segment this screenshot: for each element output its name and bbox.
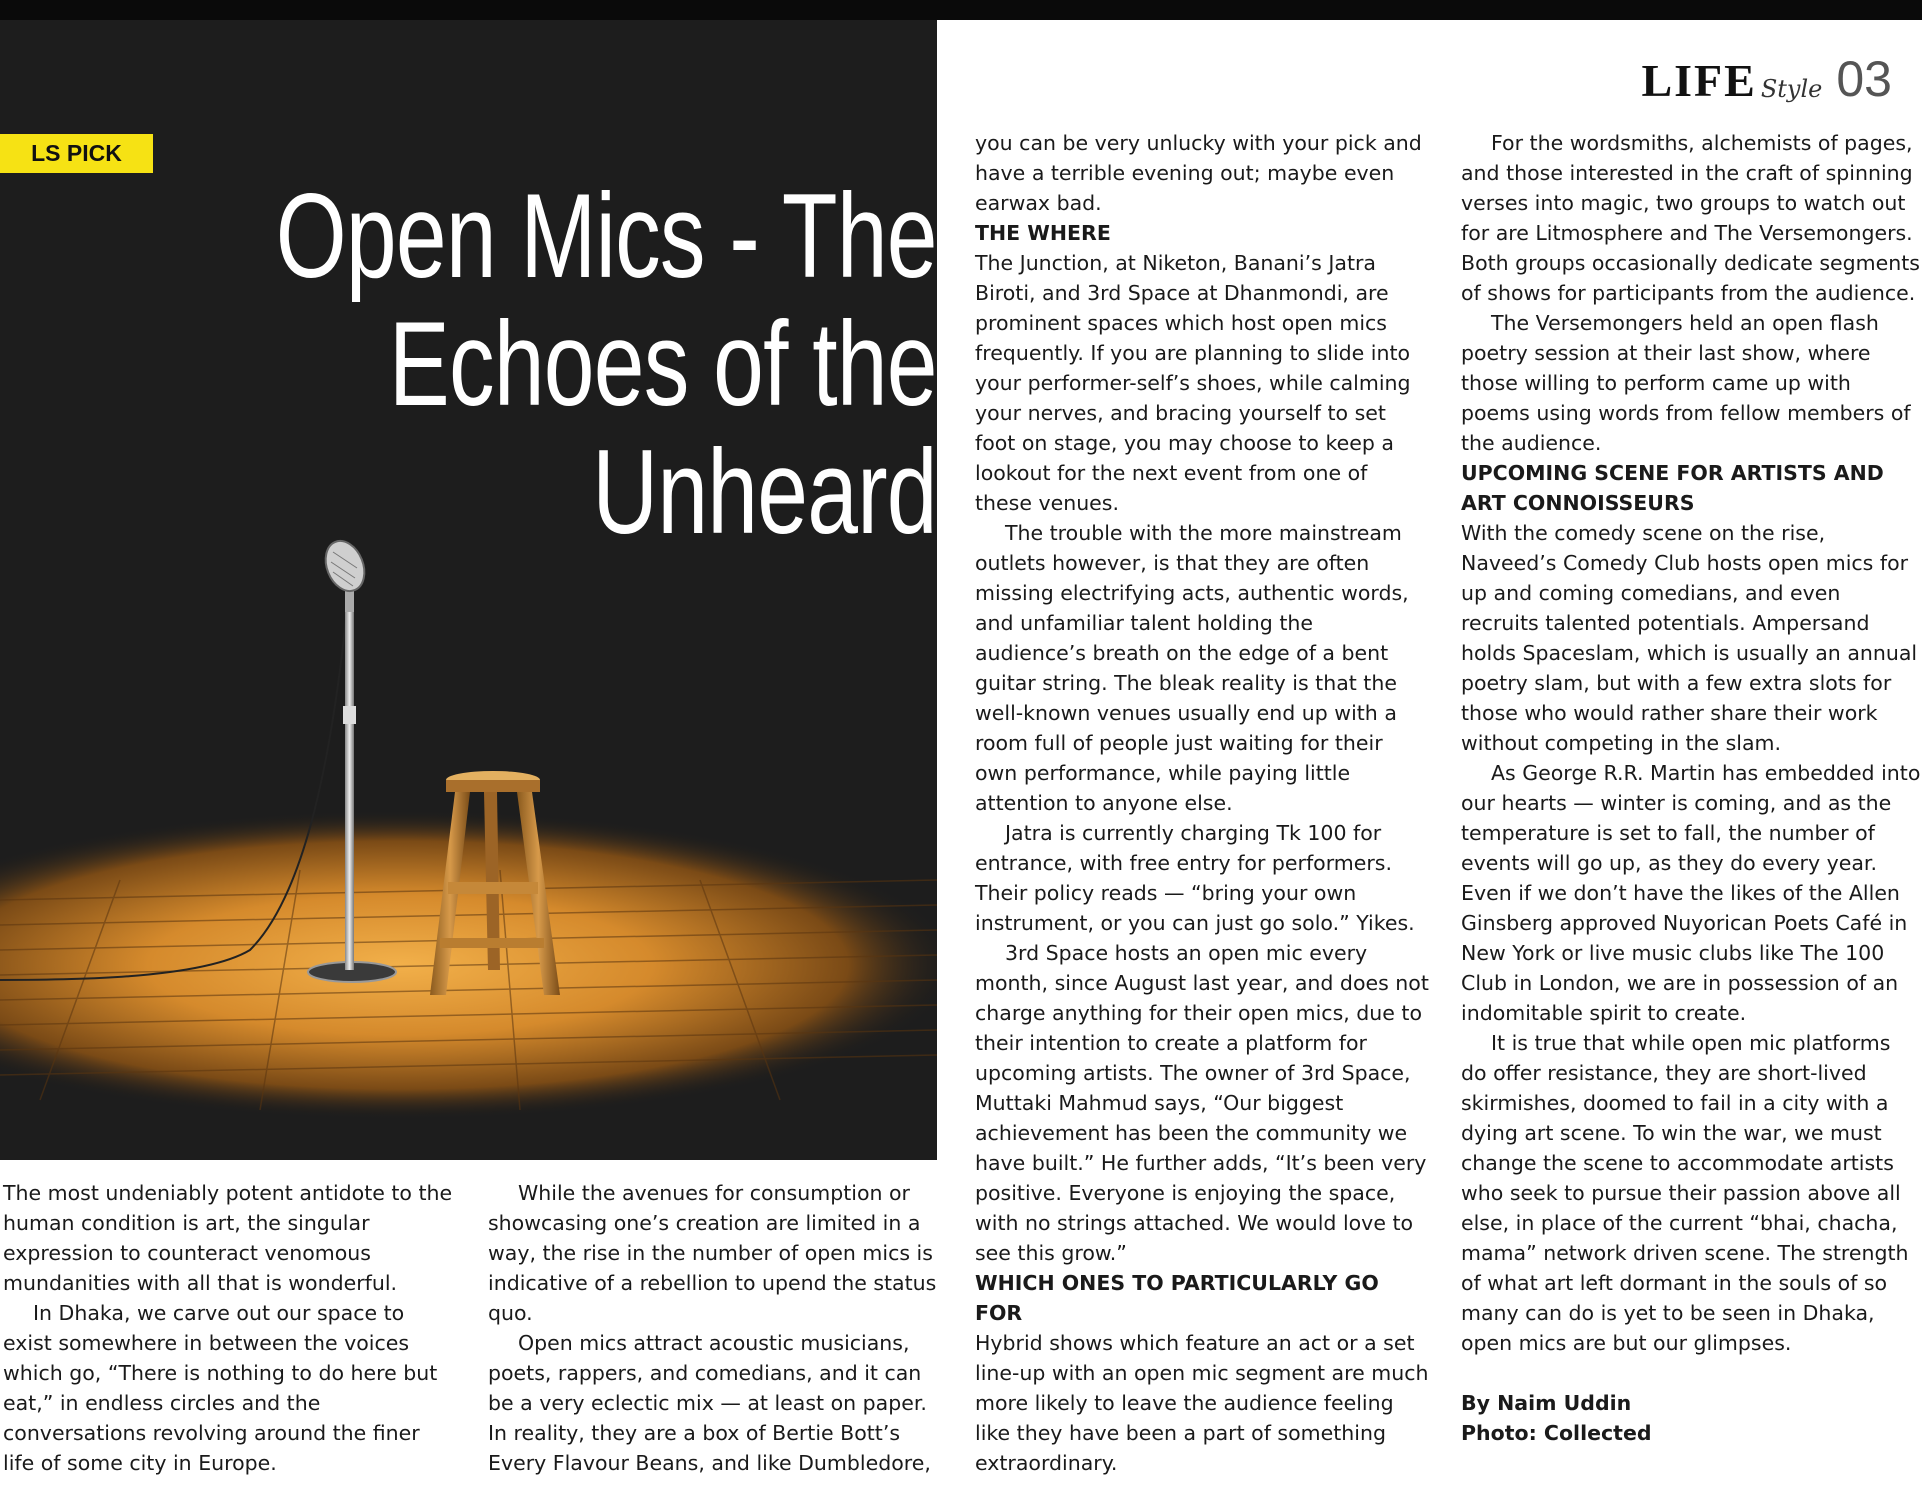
paragraph: Jatra is currently charging Tk 100 for entrance, with free entry for performers. Their policy reads — “bring your own instrument, or you can just go solo.” Yikes. [975, 821, 1415, 935]
top-border [0, 0, 1922, 20]
page-number: 03 [1836, 51, 1892, 107]
byline [1461, 1388, 1922, 1448]
paragraph: you can be very unlucky with your pick and have a terrible evening out; maybe even earwax bad. [975, 131, 1422, 215]
paragraph: As George R.R. Martin has embedded into our hearts — winter is coming, and as the temperature is set to fall, the number of events will go up, as they do every year. Even if we don’t have the likes of the Allen Ginsberg approved Nuyorican Poets Café in New York or live music clubs like The 100 Club in London, we are in possession of an indomitable spirit to create. [1461, 761, 1921, 1025]
section-kicker: LS PICK [0, 134, 153, 173]
paragraph: Open mics attract acoustic musicians, poets, rappers, and comedians, and it can be a very eclectic mix — at least on paper. In reality, they are a box of Bertie Bott’s Every Flavour Beans, and like Dumbledore, [488, 1331, 931, 1475]
headline-line-1: Open Mics - The [275, 169, 937, 303]
article-column-3 [975, 128, 1430, 1478]
magazine-logo: LIFE [1641, 55, 1757, 106]
paragraph: While the avenues for consumption or showcasing one’s creation are limited in a way, the rise in the number of open mics is indicative of a rebellion to upend the status quo. [488, 1181, 937, 1325]
paragraph: The most undeniably potent antidote to the human condition is art, the singular expression to counteract venomous mundanities with all that is wonderful. [3, 1181, 453, 1295]
paragraph: 3rd Space hosts an open mic every month, since August last year, and does not charge anything for their open mics, due to their intention to create a platform for upcoming artists. The owner of 3rd Space, Muttaki Mahmud says, “Our biggest achievement has been the community we have built.” He further adds, “It’s been very positive. Everyone is enjoying the space, with no strings attached. We would love to see this grow.” [975, 941, 1429, 1265]
paragraph: With the comedy scene on the rise, Naveed’s Comedy Club hosts open mics for up and coming comedians, and even recruits talented potentials. Ampersand holds Spaceslam, which is usually an annual poetry slam, but with a few extra slots for those who would rather share their work without competing in the slam. [1461, 521, 1918, 755]
paragraph: It is true that while open mic platforms do offer resistance, they are short-lived skirmishes, doomed to fail in a city with a dying art scene. To win the war, we must change the scene to accommodate artists who seek to pursue their passion above all else, in place of the current “bhai, chacha, mama” network driven scene. The strength of what art left dormant in the souls of so many can do is yet to be seen in Dhaka, open mics are but our glimpses. [1461, 1031, 1909, 1355]
author-credit: By Naim Uddin [1461, 1391, 1632, 1415]
paragraph: The trouble with the more mainstream outlets however, is that they are often missing electrifying acts, authentic words, and unfamiliar talent holding the audience’s breath on the edge of a bent guitar string. The bleak reality is that the well-known venues usually end up with a room full of people just waiting for their own performance, while paying little attention to anyone else. [975, 521, 1409, 815]
section-heading: UPCOMING SCENE FOR ARTISTS AND ART CONNOISSEURS [1461, 461, 1884, 515]
article-column-1 [3, 1178, 455, 1478]
article-column-2 [488, 1178, 938, 1478]
headline [275, 169, 937, 559]
section-heading: WHICH ONES TO PARTICULARLY GO FOR [975, 1271, 1379, 1325]
paragraph: The Versemongers held an open flash poetry session at their last show, where those willing to perform came up with poems using words from fellow members of the audience. [1461, 311, 1911, 455]
paragraph: The Junction, at Niketon, Banani’s Jatra Biroti, and 3rd Space at Dhanmondi, are prominent spaces which host open mics frequently. If you are planning to slide into your performer-self’s shoes, while calming your nerves, and bracing yourself to set foot on stage, you may choose to keep a lookout for the next event from one of these venues. [975, 251, 1411, 515]
paragraph: For the wordsmiths, alchemists of pages, and those interested in the craft of spinning verses into magic, two groups to watch out for are Litmosphere and The Versemongers. Both groups occasionally dedicate segments of shows for participants from the audience. [1461, 131, 1920, 305]
section-heading: THE WHERE [975, 221, 1111, 245]
headline-line-2: Echoes of the [389, 297, 937, 431]
headline-line-3: Unheard [592, 425, 937, 559]
masthead [1641, 51, 1892, 107]
photo-credit: Photo: Collected [1461, 1421, 1652, 1445]
paragraph: Hybrid shows which feature an act or a set line-up with an open mic segment are much more likely to leave the audience feeling like they have been a part of something extraordinary. [975, 1331, 1429, 1475]
article-column-4 [1461, 128, 1922, 1448]
magazine-logo-script: Style [1760, 75, 1823, 103]
paragraph: In Dhaka, we carve out our space to exist somewhere in between the voices which go, “There is nothing to do here but eat,” in endless circles and the conversations revolving around the finer life of some city in Europe. [3, 1301, 438, 1475]
